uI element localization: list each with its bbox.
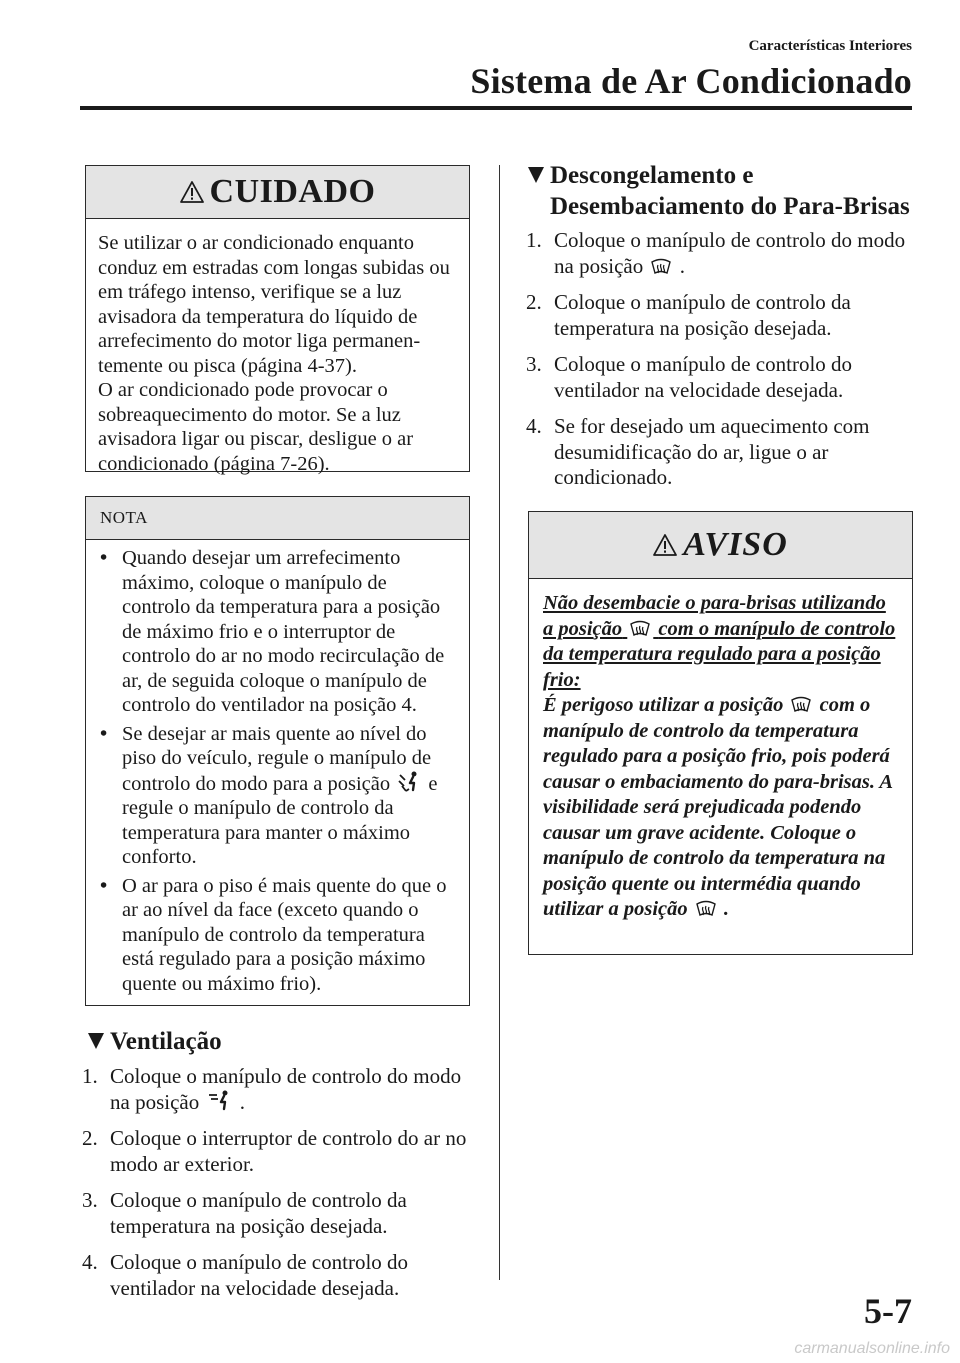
caution-body (86, 219, 469, 486)
windshield-defrost-icon (650, 256, 672, 276)
defrost-step-3: 3. Coloque o manípulo de controlo do ventilador na velocidade desejada. (526, 352, 853, 402)
note-bullet-text: Se desejar ar mais quente ao nível do piso do veículo, regule o manípulo de controlo do modo para a posição (122, 722, 432, 795)
note-bullet-text: O ar para o piso é mais quente do que o ar ao nível da face (exceto quando o manípulo de controlo da temperatura está regulado para a posição máximo quente ou máximo frio). (122, 874, 447, 995)
note-title: NOTA (100, 508, 148, 527)
note-body (86, 540, 469, 1008)
warning-title: AVISO (683, 526, 788, 563)
warning-body (529, 579, 912, 933)
watermark: carmanualsonline.info (794, 1340, 950, 1357)
ventilation-step-3: 3. Coloque o manípulo de controlo da temperatura na posição desejada. (82, 1188, 407, 1238)
warning-box (528, 511, 913, 955)
section-title-defrost: Descongelamento e Desembaciamento do Para-Brisas (528, 160, 910, 222)
ventilation-steps (82, 1064, 477, 1312)
page-title: Sistema de Ar Condicionado (470, 61, 912, 101)
caution-title: CUIDADO (209, 173, 376, 210)
caution-text-1: Se utilizar o ar condicionado enquanto conduz em estradas com longas subidas ou em tráfego intenso, verifique se a luz avisadora da temperatura do líquido de arrefecimento do motor liga permanen-temente ou pisca (página 4-37). (98, 232, 450, 377)
note-bullet-2 (100, 722, 457, 870)
defrost-step-4: 4. Se for desejado um aquecimento com desumidificação do ar, ligue o ar condicionado. (526, 414, 870, 489)
defrost-step-2: 2. Coloque o manípulo de controlo da temperatura na posição desejada. (526, 290, 851, 340)
note-header (86, 497, 469, 540)
windshield-defrost-icon (629, 618, 651, 638)
note-bullet-text-cont: e regule o manípulo de controlo da temperatura para manter o máximo conforto. (122, 772, 438, 868)
caution-box (85, 165, 470, 475)
note-bullet-3 (100, 874, 457, 997)
windshield-defrost-icon (695, 898, 717, 918)
warning-headline: Não desembacie o para-brisas utilizando a posição com o manípulo de controlo da temperatura regulado para a posição frio: (543, 592, 896, 691)
column-divider (499, 165, 500, 1280)
ventilation-step-2: 2. Coloque o interruptor de controlo do ar no modo ar exterior. (82, 1126, 467, 1176)
windshield-defrost-icon (790, 694, 812, 714)
warning-triangle-icon (653, 533, 677, 557)
section-title-ventilation: Ventilação (88, 1026, 222, 1057)
running-header-section: Características Interiores (748, 38, 912, 54)
warning-header (529, 512, 912, 579)
caution-header (86, 166, 469, 219)
defrost-steps (526, 228, 916, 502)
note-bullet-1 (100, 546, 457, 718)
bullet-dot: • (100, 547, 108, 569)
warning-text: É perigoso utilizar a posição com o manípulo de controlo da temperatura regulado para a posição frio, pois poderá causar o embaciamento do para-brisas. A visibilidade será prejudicada podendo causar um grave acidente. Coloque o manípulo de controlo da temperatura na posição quente ou intermédia quando utilizar a posição . (543, 694, 892, 920)
floor-mode-icon (397, 771, 421, 793)
caution-text-2: O ar condicionado pode provocar o sobreaquecimento do motor. Se a luz avisadora ligar ou piscar, desligue o ar condicionado (página 7-26). (98, 379, 414, 475)
page-number: 5-7 (864, 1291, 912, 1331)
ventilation-step-4: 4. Coloque o manípulo de controlo do ventilador na velocidade desejada. (82, 1250, 409, 1300)
bullet-dot: • (100, 874, 108, 897)
face-vent-mode-icon (206, 1090, 232, 1112)
defrost-step-1: 1. Coloque o manípulo de controlo do modo na posição . (526, 228, 906, 278)
ventilation-step-1: 1. Coloque o manípulo de controlo do modo na posição . (82, 1064, 462, 1114)
section-triangle-icon (88, 1033, 104, 1049)
bullet-dot: • (100, 722, 108, 745)
section-triangle-icon (528, 167, 544, 183)
note-bullet-text: Quando desejar um arrefecimento máximo, coloque o manípulo de controlo da temperatura para a posição de máximo frio e o interruptor de controlo do ar no modo recirculação de ar, de seguida coloque o manípulo de controlo do ventilador na posição 4. (122, 547, 445, 716)
note-box (85, 496, 470, 1006)
warning-triangle-icon (180, 180, 204, 204)
header-rule (80, 106, 912, 110)
